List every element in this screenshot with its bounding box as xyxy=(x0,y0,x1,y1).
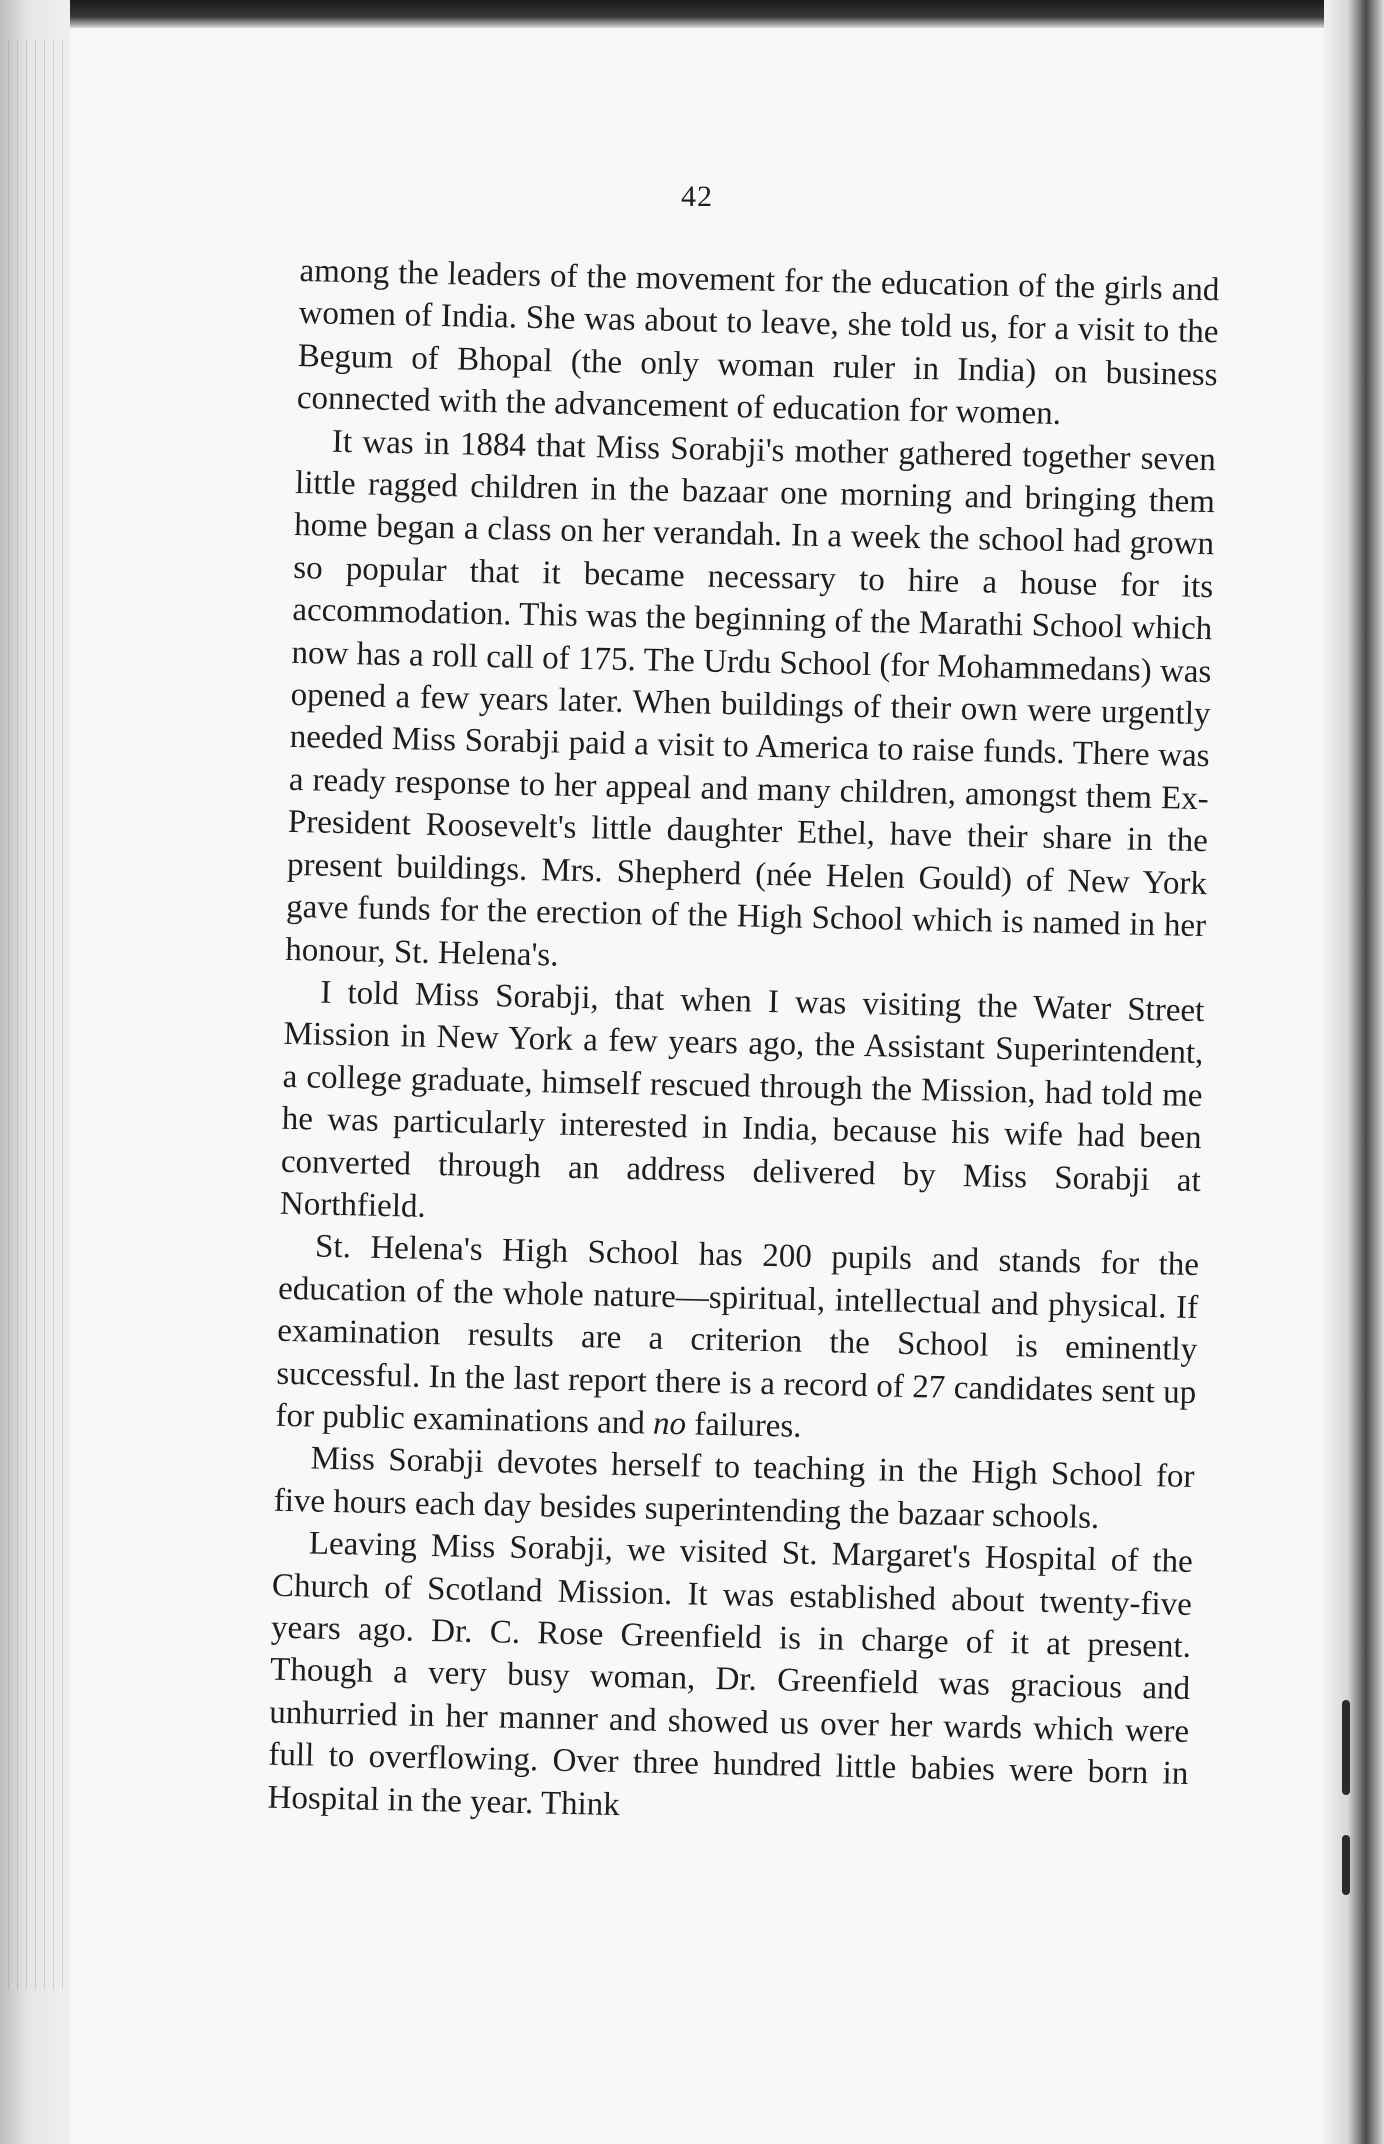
paragraph: It was in 1884 that Miss Sorabji's mother gathered together seven little ragged children in the bazaar one morning and bringing them home began a class on her verandah. In a week the school had grown so popular that it became necessary to hire a house for its accommodation. This was the beginning of the Marathi School which now has a roll call of 175. The Urdu School (for Mohammedans) was opened a few years later. When buildings of their own were urgently needed Miss Sorabji paid a visit to America to raise funds. There was a ready response to her appeal and many children, amongst them Ex-President Roosevelt's little daughter Ethel, have their share in the present buildings. Mrs. Shepherd (née Helen Gould) of New York gave funds for the erection of the High School which is named in her honour, St. Helena's. xyxy=(284,423,1217,974)
page-number: 42 xyxy=(681,180,713,213)
page-stack-left-edge xyxy=(0,0,70,2144)
binding-mark xyxy=(1342,1700,1350,1795)
paragraph: among the leaders of the movement for the education of the girls and women of India. She was about to leave, she told us, for a visit to the Begum of Bhopal (the only woman ruler in India) on business connected with the advancement of education for women. xyxy=(296,252,1220,433)
paragraph: Miss Sorabji devotes herself to teaching in the High School for five hours each day besides superintending the bazaar schools. xyxy=(273,1440,1195,1536)
paragraph: Leaving Miss Sorabji, we visited St. Margaret's Hospital of the Church of Scotland Mission. It was established about twenty-five years ago. Dr. C. Rose Greenfield is in charge of it at present. Though a very busy woman, Dr. Greenfield was gracious and unhurried in her manner and showed us over her wards which were full to overflowing. Over three hundred little babies were born in Hospital in the year. Think xyxy=(267,1525,1194,1823)
emphasized-word: no xyxy=(652,1405,687,1443)
book-binding-right-edge xyxy=(1324,0,1384,2144)
binding-mark xyxy=(1342,1835,1350,1895)
paragraph: St. Helena's High School has 200 pupils and stands for the education of the whole nature—spiritual, intellectual and physical. If examination results are a criterion the School is eminently successful. In the last report there is a record of 27 candidates sent up for public examinations and no failures. xyxy=(275,1228,1200,1445)
body-text xyxy=(267,250,1220,1838)
paragraph: I told Miss Sorabji, that when I was visiting the Water Street Mission in New York a few years ago, the Assistant Superintendent, a college graduate, himself rescued through the Mission, had told me he was particularly interested in India, because his wife had been converted through an address delivered by Miss Sorabji at Northfield. xyxy=(279,974,1205,1225)
book-page xyxy=(70,28,1324,2108)
page-stack-lines xyxy=(8,40,68,1990)
scan-top-edge xyxy=(0,0,1384,28)
